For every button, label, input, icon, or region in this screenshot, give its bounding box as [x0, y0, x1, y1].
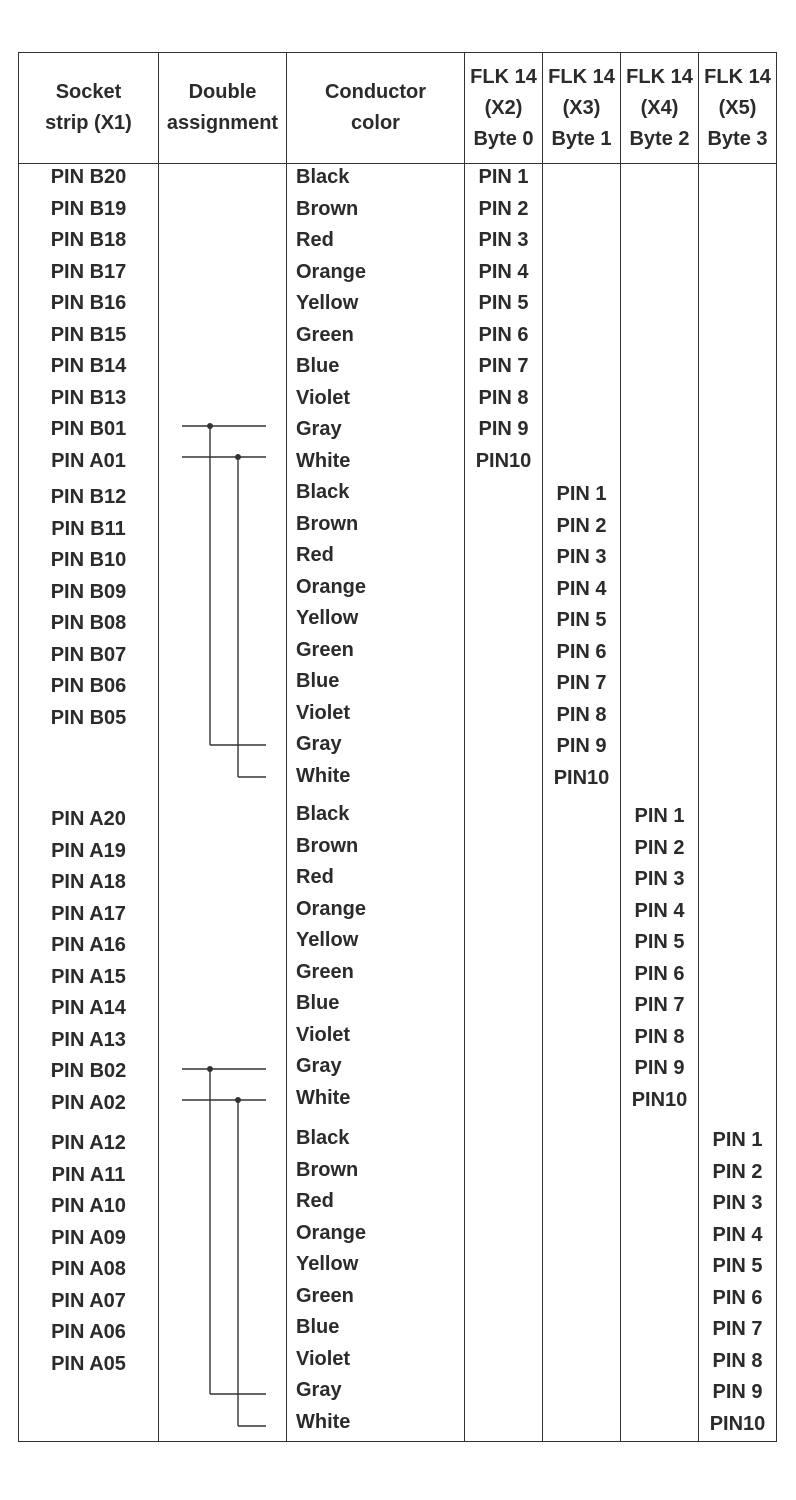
- socket-pin: PIN A10: [51, 1195, 126, 1217]
- conductor-color: Red: [296, 1190, 334, 1212]
- socket-pin: PIN B08: [50, 612, 127, 634]
- flk-pin: PIN 3: [478, 229, 529, 251]
- flk-pin: PIN 4: [556, 577, 607, 600]
- flk-pin: PIN 3: [634, 868, 685, 890]
- header-line: strip (X1): [45, 112, 132, 134]
- conductor-color: Green: [296, 960, 354, 983]
- header-line: (X2): [484, 96, 523, 119]
- conductor-color: Brown: [296, 197, 359, 220]
- flk-pin: PIN10: [631, 1088, 688, 1111]
- flk-pin: PIN 1: [478, 166, 529, 188]
- conductor-color: Red: [296, 229, 334, 251]
- flk-pin: PIN 5: [712, 1255, 763, 1277]
- header-line: Double: [188, 81, 257, 103]
- socket-pin: PIN A06: [51, 1321, 126, 1343]
- header-conductor-color: [286, 58, 465, 158]
- flk-pin: PIN 2: [478, 197, 529, 220]
- header-line: Byte 3: [707, 127, 768, 150]
- socket-pin: PIN A08: [51, 1258, 126, 1280]
- socket-pin: PIN A15: [51, 965, 126, 988]
- socket-pin: PIN A20: [51, 808, 126, 830]
- flk-pin: PIN 7: [556, 672, 607, 694]
- conductor-color: Blue: [296, 355, 340, 377]
- socket-pin: PIN A07: [51, 1289, 126, 1312]
- conductor-color: Orange: [296, 260, 367, 283]
- socket-pin: PIN B07: [50, 643, 127, 666]
- flk-pin: PIN 4: [478, 260, 529, 283]
- flk-pin: PIN10: [475, 449, 532, 472]
- conductor-color: Red: [296, 544, 334, 566]
- socket-pin: PIN B05: [50, 706, 127, 729]
- socket-pin: PIN B10: [50, 549, 127, 571]
- conductor-color: Yellow: [296, 607, 359, 629]
- flk-pin: PIN 8: [712, 1349, 763, 1372]
- flk-pin: PIN 4: [712, 1223, 763, 1246]
- conductor-color: Yellow: [296, 929, 359, 951]
- socket-pin: PIN A09: [51, 1226, 126, 1249]
- socket-pin: PIN B14: [50, 355, 127, 377]
- flk-pin: PIN 1: [634, 805, 685, 827]
- socket-pin: PIN B17: [50, 260, 127, 283]
- header-line: Byte 2: [629, 127, 690, 150]
- header-line: (X5): [718, 96, 757, 119]
- socket-pin: PIN B01: [50, 418, 127, 440]
- flk-pin: PIN 8: [634, 1025, 685, 1048]
- conductor-color: Yellow: [296, 292, 359, 314]
- header-flk-x4: [620, 58, 699, 158]
- conductor-color: Gray: [296, 733, 342, 755]
- flk-pin: PIN 9: [556, 735, 607, 757]
- conductor-color: Black: [296, 166, 350, 188]
- flk-pin: PIN 6: [712, 1286, 763, 1309]
- conductor-color: Brown: [296, 1158, 359, 1181]
- header-line: FLK 14: [704, 65, 771, 88]
- flk-pin: PIN10: [553, 766, 610, 789]
- header-line: Conductor: [324, 81, 427, 103]
- header-line: (X4): [640, 96, 679, 119]
- flk-pin: PIN 5: [634, 931, 685, 953]
- conductor-color: White: [296, 764, 351, 787]
- conductor-color: Black: [296, 803, 350, 825]
- header-line: FLK 14: [626, 65, 693, 88]
- flk-pin: PIN 7: [478, 355, 529, 377]
- header-double-assignment: [158, 58, 287, 158]
- conductor-color: Violet: [296, 701, 351, 724]
- flk-pin: PIN 3: [556, 546, 607, 568]
- flk-pin: PIN 8: [556, 703, 607, 726]
- conductor-color: Brown: [296, 512, 359, 535]
- conductor-color: White: [296, 1410, 351, 1433]
- flk-pin: PIN 1: [712, 1129, 763, 1151]
- conductor-color: Black: [296, 1127, 350, 1149]
- socket-pin: PIN B11: [51, 517, 126, 540]
- header-line: FLK 14: [548, 65, 615, 88]
- socket-pin: PIN B19: [50, 197, 127, 220]
- header-line: (X3): [562, 96, 601, 119]
- conductor-color: Blue: [296, 992, 340, 1014]
- socket-pin: PIN A02: [51, 1091, 126, 1114]
- flk-pin: PIN 2: [556, 514, 607, 537]
- header-flk-x3: [542, 58, 621, 158]
- flk-pin: PIN 2: [712, 1160, 763, 1183]
- column-divider: [286, 52, 287, 1442]
- socket-pin: PIN A13: [51, 1028, 126, 1051]
- flk-pin: PIN 3: [712, 1192, 763, 1214]
- flk-pin: PIN 7: [712, 1318, 763, 1340]
- conductor-color: Orange: [296, 575, 367, 598]
- conductor-color: Orange: [296, 1221, 367, 1244]
- conductor-color: Gray: [296, 1379, 342, 1401]
- header-line: assignment: [166, 112, 279, 134]
- header-line: FLK 14: [470, 65, 537, 88]
- header-line: Byte 0: [473, 127, 534, 150]
- socket-pin: PIN A16: [51, 934, 126, 956]
- socket-pin: PIN B18: [50, 229, 127, 251]
- socket-pin: PIN B02: [50, 1060, 127, 1082]
- socket-pin: PIN B12: [50, 486, 127, 508]
- socket-pin: PIN B15: [50, 323, 127, 346]
- conductor-color: White: [296, 1086, 351, 1109]
- socket-pin: PIN A01: [51, 449, 126, 472]
- flk-pin: PIN 9: [634, 1057, 685, 1079]
- socket-pin: PIN A14: [51, 997, 126, 1019]
- flk-pin: PIN 5: [478, 292, 529, 314]
- header-line: Byte 1: [551, 127, 612, 150]
- socket-pin: PIN A19: [51, 839, 126, 862]
- conductor-color: Blue: [296, 1316, 340, 1338]
- flk-pin: PIN10: [709, 1412, 766, 1435]
- conductor-color: Gray: [296, 1055, 342, 1077]
- conductor-color: Violet: [296, 386, 351, 409]
- header-flk-x5: [698, 58, 777, 158]
- conductor-color: Violet: [296, 1347, 351, 1370]
- conductor-color: White: [296, 449, 351, 472]
- conductor-color: Brown: [296, 834, 359, 857]
- flk-pin: PIN 7: [634, 994, 685, 1016]
- header-socket-strip: [18, 58, 159, 158]
- socket-pin: PIN A11: [51, 1163, 126, 1186]
- socket-pin: PIN B13: [50, 386, 127, 409]
- socket-pin: PIN B06: [50, 675, 127, 697]
- flk-pin: PIN 6: [634, 962, 685, 985]
- conductor-color: Orange: [296, 897, 367, 920]
- flk-pin: PIN 6: [556, 640, 607, 663]
- flk-pin: PIN 5: [556, 609, 607, 631]
- socket-pin: PIN B16: [50, 292, 127, 314]
- socket-pin: PIN A17: [51, 902, 126, 925]
- flk-pin: PIN 4: [634, 899, 685, 922]
- flk-pin: PIN 1: [556, 483, 607, 505]
- conductor-color: Blue: [296, 670, 340, 692]
- conductor-color: Gray: [296, 418, 342, 440]
- socket-pin: PIN A12: [51, 1132, 126, 1154]
- flk-pin: PIN 6: [478, 323, 529, 346]
- flk-pin: PIN 9: [478, 418, 529, 440]
- flk-pin: PIN 8: [478, 386, 529, 409]
- conductor-color: Black: [296, 481, 350, 503]
- conductor-color: Green: [296, 1284, 354, 1307]
- header-line: color: [351, 112, 400, 134]
- header-line: Socket: [55, 81, 122, 103]
- conductor-color: Yellow: [296, 1253, 359, 1275]
- conductor-color: Red: [296, 866, 334, 888]
- flk-pin: PIN 9: [712, 1381, 763, 1403]
- conductor-color: Green: [296, 638, 354, 661]
- socket-pin: PIN A05: [51, 1352, 126, 1375]
- conductor-color: Violet: [296, 1023, 351, 1046]
- socket-pin: PIN B09: [50, 580, 127, 603]
- socket-pin: PIN A18: [51, 871, 126, 893]
- flk-pin: PIN 2: [634, 836, 685, 859]
- header-flk-x2: [464, 58, 543, 158]
- socket-pin: PIN B20: [50, 166, 127, 188]
- conductor-color: Green: [296, 323, 354, 346]
